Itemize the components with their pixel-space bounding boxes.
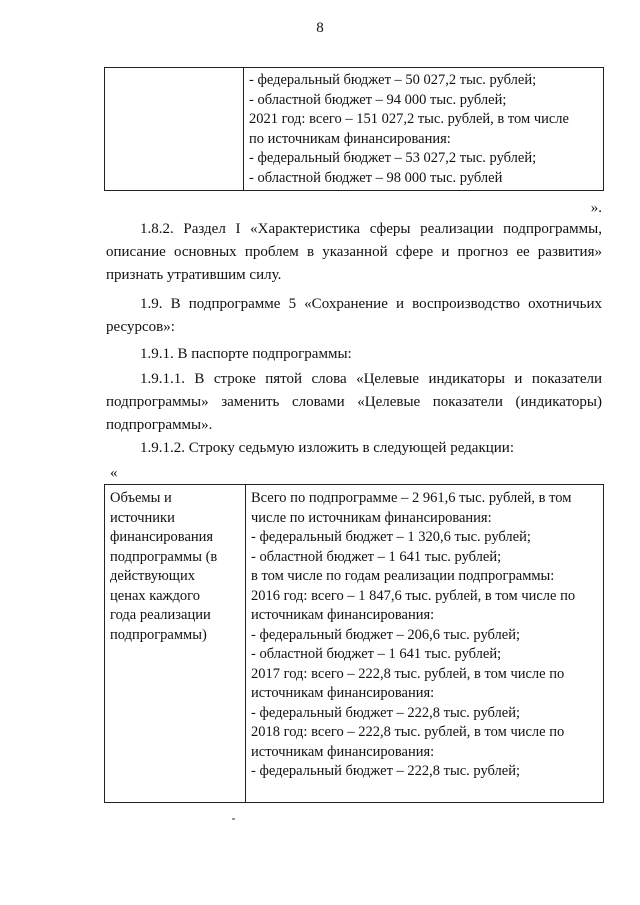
scan-mark bbox=[232, 818, 235, 820]
table2-right-line: - федеральный бюджет – 206,6 тыс. рублей; bbox=[251, 626, 521, 643]
table2-left-line: подпрограммы (в bbox=[110, 548, 218, 565]
table2-right-line: числе по источникам финансирования: bbox=[251, 509, 492, 526]
financing-table bbox=[104, 484, 604, 803]
table2-left-line: года реализации bbox=[110, 607, 211, 623]
table1-line: - областной бюджет – 98 000 тыс. рублей bbox=[249, 169, 503, 186]
table2-right-line: 2018 год: всего – 222,8 тыс. рублей, в том числе по bbox=[251, 724, 565, 740]
table2-left-line: действующих bbox=[110, 568, 195, 584]
table1-line: 2021 год: всего – 151 027,2 тыс. рублей, в том числе bbox=[249, 111, 569, 127]
table1-line: по источникам финансирования: bbox=[249, 130, 451, 147]
table2-right-line: - областной бюджет – 1 641 тыс. рублей; bbox=[251, 548, 502, 565]
table2-right-line: источникам финансирования: bbox=[251, 743, 435, 760]
table-row bbox=[105, 68, 604, 191]
table1-line: - областной бюджет – 94 000 тыс. рублей; bbox=[249, 91, 507, 108]
table2-left-line: источники bbox=[110, 509, 175, 526]
table2-right-line: 2017 год: всего – 222,8 тыс. рублей, в том числе по bbox=[251, 665, 565, 682]
opening-quote: « bbox=[110, 465, 118, 481]
table2-right-line: - областной бюджет – 1 641 тыс. рублей; bbox=[251, 646, 502, 662]
table2-right-line: 2016 год: всего – 1 847,6 тыс. рублей, в том числе по bbox=[251, 587, 576, 604]
closing-quote: ». bbox=[590, 200, 602, 216]
table2-left-line: подпрограммы) bbox=[110, 626, 207, 643]
table2-right-line: в том числе по годам реализации подпрограммы: bbox=[251, 568, 555, 584]
table2-left-line: финансирования bbox=[110, 529, 214, 545]
table2-left-cell bbox=[105, 485, 246, 803]
table1-line: - федеральный бюджет – 53 027,2 тыс. рублей; bbox=[249, 150, 537, 166]
table2-right-line: Всего по подпрограмме – 2 961,6 тыс. рублей, в том bbox=[251, 490, 572, 506]
paragraph-1-9: 1.9. В подпрограмме 5 «Сохранение и воспроизводство охотничьих ресурсов»: bbox=[106, 296, 602, 335]
table1-left-cell bbox=[105, 68, 244, 191]
table1-line: - федеральный бюджет – 50 027,2 тыс. рублей; bbox=[249, 72, 537, 88]
table2-left-line: Объемы и bbox=[110, 490, 172, 506]
page-number: 8 bbox=[316, 20, 324, 36]
table2-right-line: - федеральный бюджет – 222,8 тыс. рублей; bbox=[251, 763, 521, 779]
table2-right-cell bbox=[246, 485, 604, 803]
table2-right-line: - федеральный бюджет – 222,8 тыс. рублей; bbox=[251, 704, 521, 721]
table2-right-line: источникам финансирования: bbox=[251, 685, 435, 701]
paragraph-1-8-2: 1.8.2. Раздел I «Характеристика сферы реализации подпрограммы, описание основных проблем в указанной сфере и прогноз ее развития» признать утратившим силу. bbox=[106, 221, 602, 283]
table2-left-line: ценах каждого bbox=[110, 587, 201, 604]
table-row bbox=[105, 485, 604, 803]
paragraph-1-9-1-2: 1.9.1.2. Строку седьмую изложить в следующей редакции: bbox=[140, 440, 514, 456]
table1-right-cell bbox=[244, 68, 604, 191]
table2-right-line: источникам финансирования: bbox=[251, 607, 435, 623]
paragraph-1-9-1: 1.9.1. В паспорте подпрограммы: bbox=[140, 346, 352, 362]
paragraph-1-9-1-1: 1.9.1.1. В строке пятой слова «Целевые индикаторы и показатели подпрограммы» заменить словами «Целевые показатели (индикаторы) подпрограммы». bbox=[106, 371, 602, 433]
table2-right-line: - федеральный бюджет – 1 320,6 тыс. рублей; bbox=[251, 529, 531, 545]
financing-table-continued bbox=[104, 67, 604, 191]
